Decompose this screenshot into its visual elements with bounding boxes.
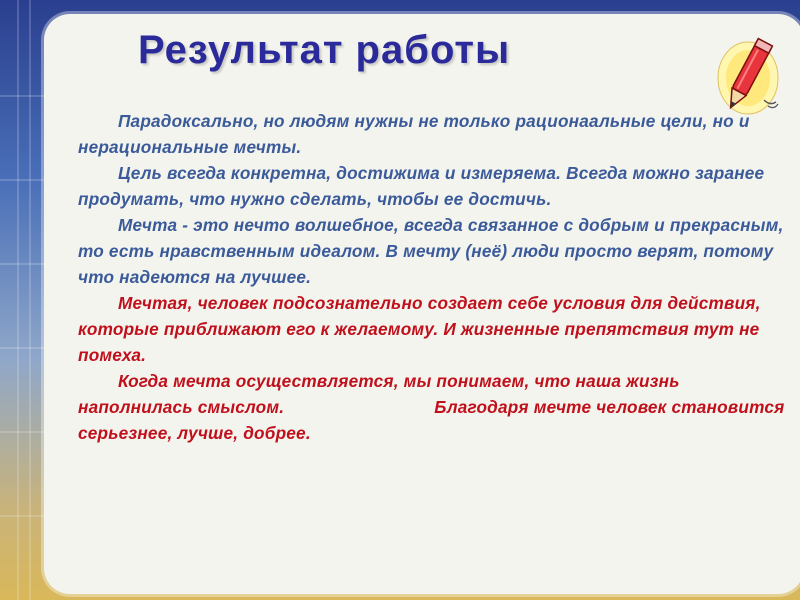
pencil-icon <box>712 30 784 120</box>
paragraph-5-part-b: Благодаря мечте человек становится серьезнее, лучше, добрее. <box>78 397 785 443</box>
paragraph-5-part-a: Когда мечта осуществляется, мы понимаем, что наша жизнь наполнилась смыслом. <box>78 371 680 417</box>
paragraph-2: Цель всегда конкретна, достижима и измеряема. Всегда можно заранее продумать, что нужно сделать, чтобы ее достичь. <box>78 163 765 209</box>
paragraph-1: Парадоксально, но людям нужны не только рационаальные цели, но и нерациональные мечты. <box>78 111 750 157</box>
body-text <box>78 108 796 446</box>
paragraph-4: Мечтая, человек подсознательно создает себе условия для действия, которые приближают его к желаемому. И жизненные препятствия тут не помеха. <box>78 293 761 365</box>
paragraph-5 <box>78 368 796 446</box>
paragraph-3: Мечта - это нечто волшебное, всегда связанное с добрым и прекрасным, то есть нравственным идеалом. В мечту (неё) люди просто верят, потому что надеются на лучшее. <box>78 215 784 287</box>
slide-title: Результат работы <box>138 28 511 72</box>
